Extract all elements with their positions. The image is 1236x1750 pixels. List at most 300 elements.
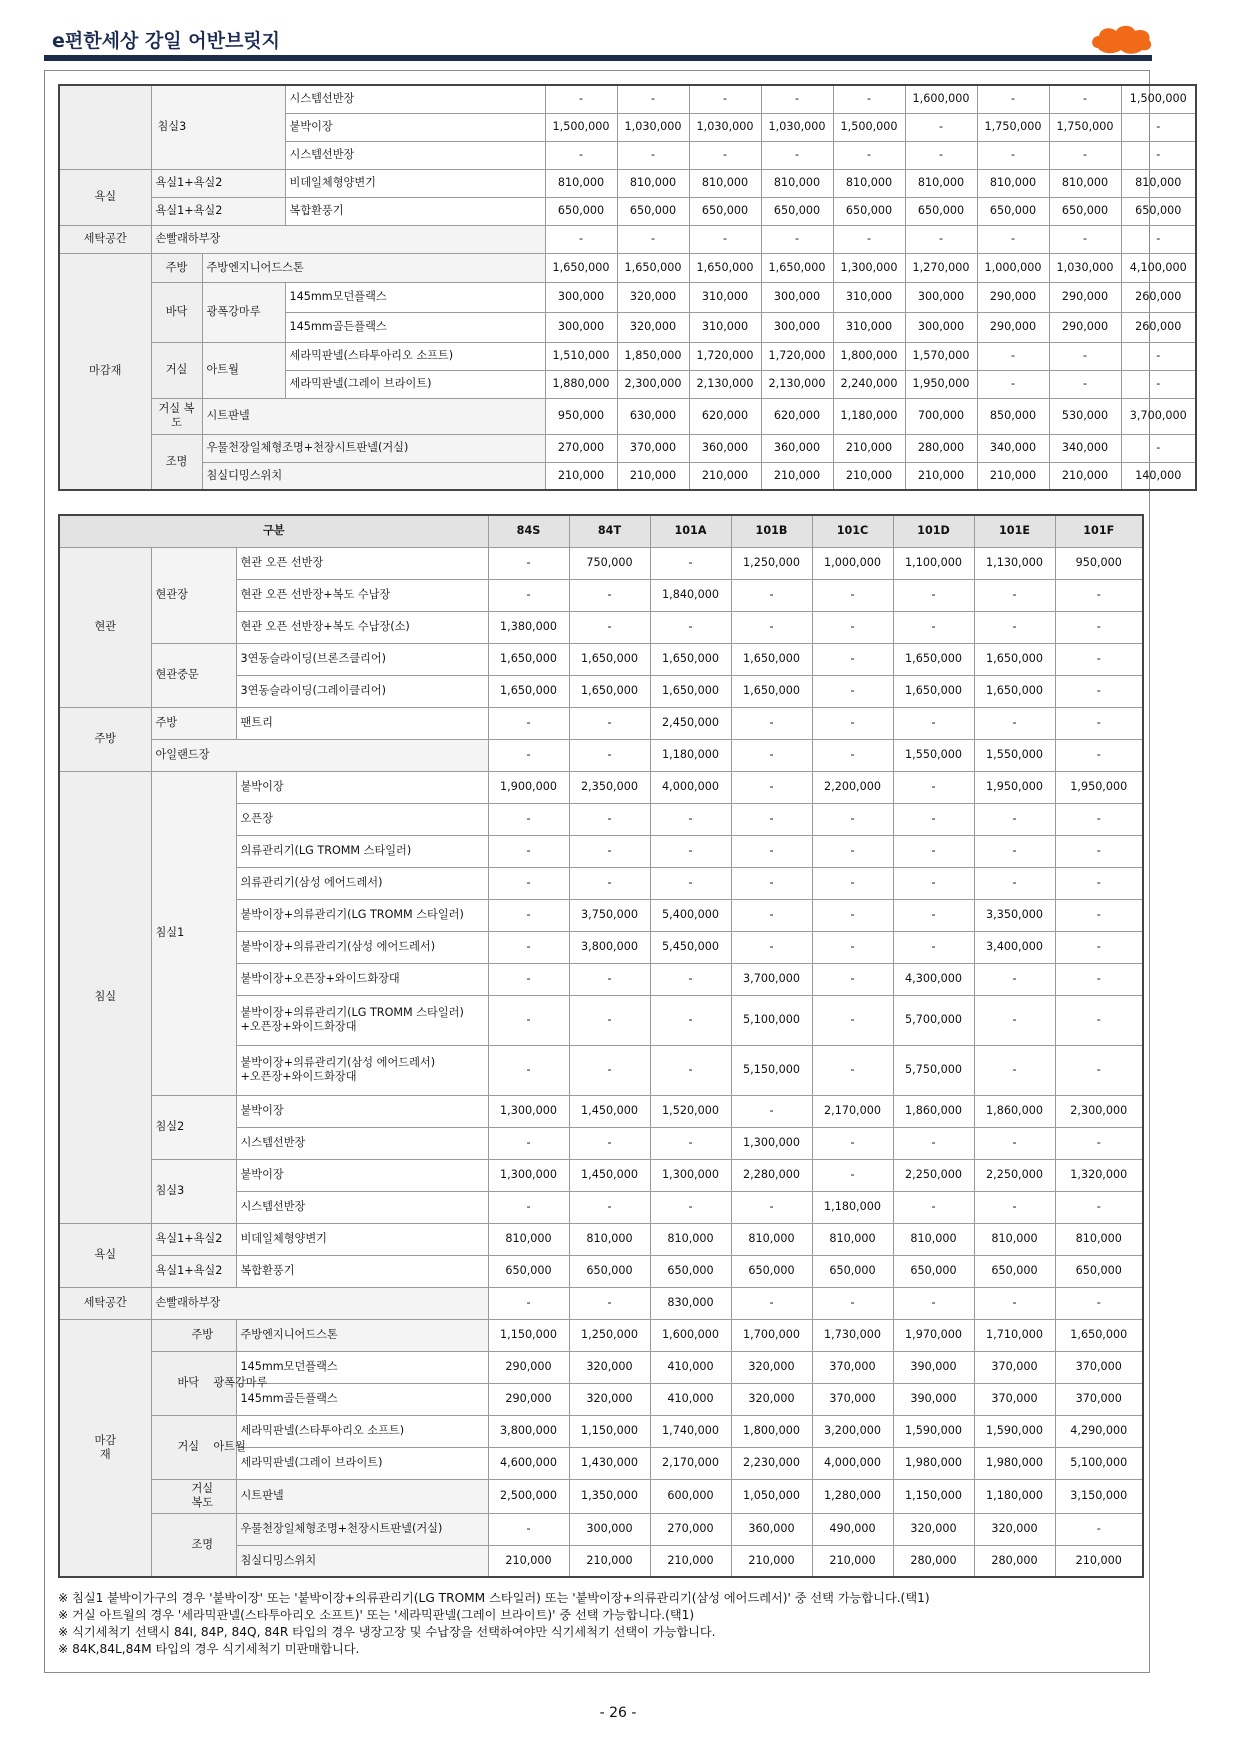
price-cell: 1,730,000 [812,1319,893,1351]
price-cell: 650,000 [833,197,905,225]
price-cell: 340,000 [977,434,1049,462]
price-cell: 2,250,000 [974,1159,1055,1191]
price-cell: 1,650,000 [569,643,650,675]
price-cell: 630,000 [617,398,689,434]
price-cell: 280,000 [893,1545,974,1577]
price-cell: 210,000 [812,1545,893,1577]
price-cell: 410,000 [650,1351,731,1383]
price-cell: 1,860,000 [974,1095,1055,1127]
price-cell: 2,130,000 [761,370,833,398]
item-label: 붙박이장+의류관리기(LG TROMM 스타일러) +오픈장+와이드화장대 [236,995,488,1045]
col-header: 101A [650,515,731,547]
price-cell: - [893,867,974,899]
price-cell: - [1055,675,1143,707]
price-cell: - [761,225,833,253]
price-cell: - [761,85,833,113]
price-cell: 650,000 [974,1255,1055,1287]
table-row [59,547,1143,579]
price-cell: 650,000 [893,1255,974,1287]
price-cell: 490,000 [812,1513,893,1545]
price-cell: - [812,579,893,611]
price-cell: 2,350,000 [569,771,650,803]
price-cell: 310,000 [689,282,761,312]
price-cell: 1,380,000 [488,611,569,643]
price-cell: 2,250,000 [893,1159,974,1191]
item-label: 현관 오픈 선반장 [236,547,488,579]
price-cell: - [812,675,893,707]
price-cell: 650,000 [977,197,1049,225]
item-label: 145mm모던플랙스 [285,282,545,312]
price-cell: 3,800,000 [488,1415,569,1447]
table-row [59,739,1143,771]
price-cell: 3,350,000 [974,899,1055,931]
item-label: 세라믹판넬(그레이 브라이트) [236,1447,488,1479]
price-cell: 1,180,000 [974,1479,1055,1513]
price-cell: 1,180,000 [650,739,731,771]
price-cell: 1,510,000 [545,342,617,370]
price-cell: - [893,1127,974,1159]
item-label: 붙박이장 [285,113,545,141]
item-label: 붙박이장 [236,771,488,803]
price-cell: 1,300,000 [650,1159,731,1191]
price-cell: 1,720,000 [689,342,761,370]
price-cell: - [974,963,1055,995]
price-cell: 1,030,000 [689,113,761,141]
price-cell: 1,740,000 [650,1415,731,1447]
col-header: 84T [569,515,650,547]
price-cell: - [569,963,650,995]
price-cell: 1,650,000 [974,643,1055,675]
price-cell: - [1055,707,1143,739]
item-label: 시스템선반장 [236,1191,488,1223]
price-cell: 810,000 [761,169,833,197]
price-cell: 140,000 [1121,462,1196,490]
price-cell: 1,800,000 [731,1415,812,1447]
price-cell: 1,500,000 [833,113,905,141]
header-rule [44,55,1152,61]
price-cell: - [650,803,731,835]
price-cell: 950,000 [1055,547,1143,579]
price-cell: 5,100,000 [731,995,812,1045]
price-cell: 1,600,000 [905,85,977,113]
price-cell: 5,400,000 [650,899,731,931]
price-cell: - [617,225,689,253]
price-cell: 260,000 [1121,312,1196,342]
price-cell: - [1055,1127,1143,1159]
price-cell: 1,750,000 [977,113,1049,141]
price-cell: 650,000 [545,197,617,225]
price-cell: - [893,707,974,739]
price-cell: 1,520,000 [650,1095,731,1127]
price-cell: 4,000,000 [812,1447,893,1479]
price-cell: 650,000 [761,197,833,225]
price-cell: 4,600,000 [488,1447,569,1479]
table-row [59,1223,1143,1255]
price-cell: - [650,995,731,1045]
price-cell: - [731,739,812,771]
price-cell: 1,650,000 [569,675,650,707]
price-cell: 810,000 [650,1223,731,1255]
price-cell: 3,400,000 [974,931,1055,963]
item-label: 세라믹판넬(스타투아리오 소프트) [285,342,545,370]
price-cell: 1,030,000 [617,113,689,141]
item-label: 붙박이장 [236,1159,488,1191]
price-cell: - [488,707,569,739]
price-cell: - [569,1191,650,1223]
price-cell: - [488,867,569,899]
price-cell: - [545,225,617,253]
price-cell: - [977,342,1049,370]
col-header: 84S [488,515,569,547]
price-cell: - [812,995,893,1045]
price-cell: - [569,579,650,611]
price-cell: 310,000 [833,312,905,342]
price-cell: - [650,611,731,643]
price-cell: - [569,995,650,1045]
table-row [59,282,1196,312]
price-cell: 210,000 [545,462,617,490]
price-cell: - [977,225,1049,253]
price-cell: 1,570,000 [905,342,977,370]
price-cell: - [617,141,689,169]
price-cell: - [1055,931,1143,963]
living-label: 거실 [177,1440,200,1453]
price-cell: 650,000 [650,1255,731,1287]
price-cell: 1,280,000 [812,1479,893,1513]
price-cell: 1,550,000 [974,739,1055,771]
price-cell: - [974,1045,1055,1095]
price-cell: 320,000 [569,1351,650,1383]
price-table-main [58,514,1144,1578]
price-cell: - [1121,342,1196,370]
item-label: 우물천장일체형조명+천장시트판넬(거실) [202,434,545,462]
price-cell: - [812,835,893,867]
price-cell: 1,980,000 [893,1447,974,1479]
price-cell: 1,840,000 [650,579,731,611]
price-cell: 3,800,000 [569,931,650,963]
price-cell: - [977,85,1049,113]
room-label: 주방 [151,707,236,739]
header-label: 구분 [59,515,488,547]
price-cell: 260,000 [1121,282,1196,312]
price-cell: 1,300,000 [488,1159,569,1191]
price-cell: - [761,141,833,169]
price-cell: 300,000 [905,312,977,342]
price-cell: - [893,803,974,835]
price-cell: 1,350,000 [569,1479,650,1513]
price-cell: - [1055,995,1143,1045]
price-cell: 290,000 [1049,282,1121,312]
price-cell: 210,000 [650,1545,731,1577]
price-cell: - [731,771,812,803]
price-cell: 340,000 [1049,434,1121,462]
room-label [151,1415,246,1479]
item-label: 145mm골든플랙스 [236,1383,488,1415]
table-row [59,462,1196,490]
price-cell: 1,650,000 [545,253,617,282]
page-number: - 26 - [599,1705,637,1721]
price-cell: 320,000 [731,1383,812,1415]
category-cell [59,85,151,169]
table-row [59,1479,1143,1513]
price-cell: 210,000 [488,1545,569,1577]
price-cell: - [731,579,812,611]
table-row [59,253,1196,282]
price-cell: 320,000 [617,312,689,342]
price-cell: - [1055,899,1143,931]
price-cell: 210,000 [617,462,689,490]
price-cell: - [731,803,812,835]
price-cell: 310,000 [689,312,761,342]
price-cell: 650,000 [905,197,977,225]
price-cell: 750,000 [569,547,650,579]
price-cell: - [545,85,617,113]
price-cell: - [1049,225,1121,253]
price-cell: 810,000 [689,169,761,197]
price-cell: 2,300,000 [617,370,689,398]
price-cell: 370,000 [812,1351,893,1383]
price-cell: 4,300,000 [893,963,974,995]
price-cell: 210,000 [1055,1545,1143,1577]
price-cell: 1,270,000 [905,253,977,282]
living-sub-label: 아트월 [213,1440,246,1453]
price-cell: - [1055,1513,1143,1545]
price-cell: - [812,963,893,995]
price-cell: 1,720,000 [761,342,833,370]
price-cell: 1,300,000 [833,253,905,282]
item-label: 비데일체형양변기 [236,1223,488,1255]
price-cell: - [905,225,977,253]
price-cell: - [833,85,905,113]
item-label: 145mm모던플랙스 [236,1351,488,1383]
price-cell: 2,300,000 [1055,1095,1143,1127]
price-cell: 1,710,000 [974,1319,1055,1351]
price-cell: 4,000,000 [650,771,731,803]
col-header: 101B [731,515,812,547]
room-label: 조명 [151,1513,236,1577]
price-cell: 1,300,000 [488,1095,569,1127]
room-label: 침실3 [151,85,285,169]
price-cell: - [1049,342,1121,370]
price-cell: 210,000 [833,434,905,462]
item-label: 붙박이장 [236,1095,488,1127]
price-cell: - [1121,225,1196,253]
item-label: 시트판넬 [236,1479,488,1513]
footnote: ※ 84K,84L,84M 타입의 경우 식기세척기 미판매합니다. [58,1642,360,1656]
price-cell: 4,290,000 [1055,1415,1143,1447]
price-cell: - [1055,1045,1143,1095]
price-cell: - [488,1191,569,1223]
price-cell: 2,240,000 [833,370,905,398]
price-cell: 1,600,000 [650,1319,731,1351]
table-row [59,197,1196,225]
price-cell: 5,100,000 [1055,1447,1143,1479]
price-cell: 1,450,000 [569,1159,650,1191]
category-label: 마감 재 [59,1319,151,1577]
price-cell: - [569,867,650,899]
table-row [59,1513,1143,1545]
price-cell: 810,000 [1049,169,1121,197]
price-cell: 210,000 [731,1545,812,1577]
price-cell: - [905,141,977,169]
price-cell: 1,130,000 [974,547,1055,579]
item-label: 복합환풍기 [236,1255,488,1287]
table-row [59,225,1196,253]
price-cell: 530,000 [1049,398,1121,434]
table-row [59,398,1196,434]
price-cell: - [1121,434,1196,462]
price-cell: 210,000 [905,462,977,490]
price-cell: - [812,803,893,835]
item-label: 비데일체형양변기 [285,169,545,197]
price-cell: - [569,611,650,643]
price-cell: 1,950,000 [1055,771,1143,803]
price-cell: - [569,803,650,835]
price-cell: 810,000 [545,169,617,197]
room-label: 욕실1+욕실2 [151,1223,236,1255]
price-cell: 210,000 [1049,462,1121,490]
price-cell: 1,650,000 [1055,1319,1143,1351]
price-cell: 1,650,000 [974,675,1055,707]
price-cell: 850,000 [977,398,1049,434]
price-cell: 3,150,000 [1055,1479,1143,1513]
room-label: 주방 [151,253,202,282]
price-cell: 810,000 [974,1223,1055,1255]
price-cell: 810,000 [731,1223,812,1255]
item-label: 세라믹판넬(스타투아리오 소프트) [236,1415,488,1447]
price-cell: 1,650,000 [761,253,833,282]
price-cell: - [731,611,812,643]
price-cell: - [812,931,893,963]
price-cell: - [650,547,731,579]
price-cell: 810,000 [812,1223,893,1255]
price-cell: 830,000 [650,1287,731,1319]
price-cell: - [812,1287,893,1319]
price-cell: 2,200,000 [812,771,893,803]
price-cell: - [893,611,974,643]
price-cell: - [488,739,569,771]
price-cell: 1,050,000 [731,1479,812,1513]
price-cell: 300,000 [545,312,617,342]
price-cell: 1,900,000 [488,771,569,803]
price-cell: - [893,835,974,867]
price-cell: 5,750,000 [893,1045,974,1095]
price-cell: 290,000 [488,1383,569,1415]
item-label: 145mm골든플랙스 [285,312,545,342]
price-cell: - [731,899,812,931]
price-cell: - [974,835,1055,867]
price-cell: 320,000 [731,1351,812,1383]
price-cell: 320,000 [974,1513,1055,1545]
table-row [59,1415,1143,1447]
price-cell: 650,000 [689,197,761,225]
category-label: 현관 [59,547,151,707]
price-cell: - [731,707,812,739]
sub-label: 광폭강마루 [202,282,285,342]
price-cell: 1,500,000 [545,113,617,141]
price-cell: - [1055,611,1143,643]
price-cell: 1,180,000 [833,398,905,434]
price-cell: - [1055,1287,1143,1319]
price-cell: 1,950,000 [974,771,1055,803]
price-cell: - [974,1191,1055,1223]
price-cell: - [812,1159,893,1191]
price-cell: - [1121,113,1196,141]
category-label: 마감재 [59,253,151,490]
table-row [59,643,1143,675]
price-cell: - [974,579,1055,611]
price-cell: 1,650,000 [893,675,974,707]
price-cell: - [1055,643,1143,675]
price-cell: 4,100,000 [1121,253,1196,282]
col-header: 101D [893,515,974,547]
price-cell: - [974,995,1055,1045]
price-cell: 1,100,000 [893,547,974,579]
price-cell: - [812,643,893,675]
price-cell: 1,650,000 [617,253,689,282]
price-cell: 370,000 [1055,1383,1143,1415]
item-label: 시트판넬 [202,398,545,434]
price-cell: 2,130,000 [689,370,761,398]
price-cell: - [731,1287,812,1319]
item-label: 오픈장 [236,803,488,835]
price-cell: 1,650,000 [731,643,812,675]
price-cell: - [1055,1191,1143,1223]
price-cell: 270,000 [650,1513,731,1545]
price-cell: - [731,1191,812,1223]
page-header-title: e편한세상 강일 어반브릿지 [52,30,281,52]
price-cell: 1,950,000 [905,370,977,398]
price-cell: 950,000 [545,398,617,434]
price-cell: - [812,899,893,931]
price-cell: - [545,141,617,169]
price-cell: 1,980,000 [974,1447,1055,1479]
price-cell: 210,000 [977,462,1049,490]
price-cell: - [488,995,569,1045]
price-cell: - [617,85,689,113]
price-cell: 1,590,000 [893,1415,974,1447]
price-cell: - [1055,739,1143,771]
table-row [59,771,1143,803]
table-row [59,1255,1143,1287]
price-cell: 270,000 [545,434,617,462]
price-cell: 2,450,000 [650,707,731,739]
item-label: 세라믹판넬(그레이 브라이트) [285,370,545,398]
price-cell: 5,700,000 [893,995,974,1045]
price-cell: - [833,225,905,253]
price-cell: 810,000 [617,169,689,197]
price-cell: 320,000 [569,1383,650,1415]
room-label: 아일랜드장 [151,739,488,771]
price-cell: 290,000 [977,282,1049,312]
price-cell: - [488,1045,569,1095]
price-cell: - [650,867,731,899]
table-row [59,1095,1143,1127]
price-cell: - [977,141,1049,169]
price-cell: 1,450,000 [569,1095,650,1127]
price-cell: - [1055,579,1143,611]
price-cell: 3,750,000 [569,899,650,931]
price-cell: 650,000 [1055,1255,1143,1287]
category-label: 침실 [59,771,151,1223]
room-label [151,1351,268,1415]
category-label: 욕실 [59,1223,151,1287]
price-cell: 2,230,000 [731,1447,812,1479]
price-cell: 3,700,000 [731,963,812,995]
price-cell: 370,000 [812,1383,893,1415]
footnote: ※ 거실 아트월의 경우 '세라믹판넬(스타투아리오 소프트)' 또는 '세라믹판넬(그레이 브라이트)' 중 선택 가능합니다.(택1) [58,1608,695,1622]
price-cell: 390,000 [893,1383,974,1415]
